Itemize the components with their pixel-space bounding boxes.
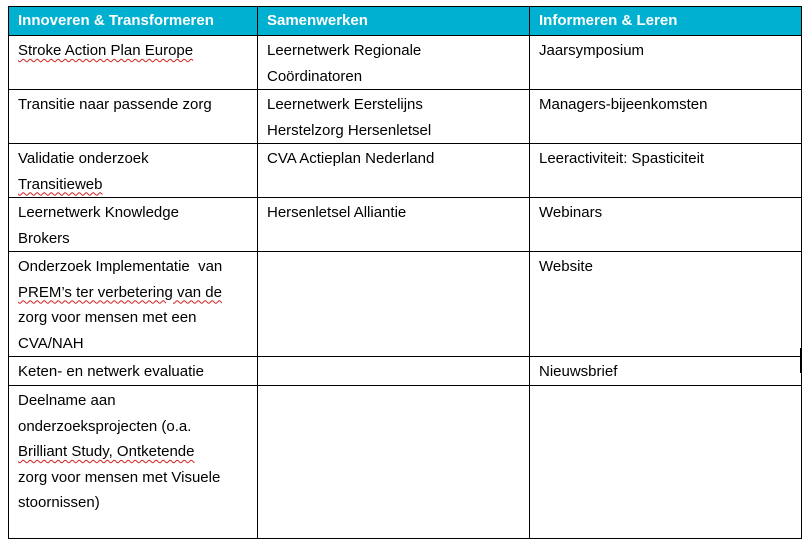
- cell-text: Webinars: [539, 204, 603, 221]
- cell-text: Nieuwsbrief: [539, 363, 618, 380]
- cell-text: Validatie onderzoek: [18, 150, 149, 167]
- header-row: [9, 7, 802, 36]
- cell-text: Transitie naar passende zorg: [18, 96, 212, 113]
- table-cell: [258, 198, 530, 252]
- cell-text: Hersenletsel Alliantie: [267, 204, 407, 221]
- cell-text: Transitieweb: [18, 175, 103, 193]
- row-end-marker: [800, 348, 801, 373]
- table-cell-empty: [258, 252, 530, 357]
- cell-text: Keten- en netwerk evaluatie: [18, 363, 204, 380]
- cell-text: Herstelzorg Hersenletsel: [267, 121, 432, 139]
- table-row: [9, 252, 802, 357]
- cell-text: onderzoeksprojecten (o.a.: [18, 417, 192, 435]
- cell-text: Jaarsymposium: [539, 42, 645, 59]
- cell-text: Stroke Action Plan Europe: [18, 42, 194, 59]
- cell-text: Leernetwerk Regionale: [267, 42, 422, 59]
- cell-text: zorg voor mensen met Visuele: [18, 468, 221, 486]
- cell-text: Leernetwerk Eerstelijns: [267, 96, 423, 113]
- table-row: [9, 144, 802, 198]
- table-cell-empty: [530, 386, 802, 539]
- cell-text: Managers-bijeenkomsten: [539, 96, 708, 113]
- table-cell: [530, 90, 802, 144]
- cell-text: Onderzoek Implementatie van: [18, 258, 223, 275]
- table-row: [9, 90, 802, 144]
- table-cell: [9, 252, 258, 357]
- cell-text: CVA/NAH: [18, 334, 84, 352]
- table-cell: [530, 36, 802, 90]
- header-informeren: Informeren & Leren: [530, 7, 802, 36]
- table-cell: [530, 144, 802, 198]
- activities-table: [8, 6, 802, 539]
- cell-text: Website: [539, 258, 593, 275]
- table-cell: [258, 144, 530, 198]
- table-cell: [9, 357, 258, 386]
- header-samenwerken: Samenwerken: [258, 7, 530, 36]
- cell-text: Brilliant Study, Ontketende: [18, 443, 195, 460]
- table-cell: [258, 36, 530, 90]
- table-cell: [530, 357, 802, 386]
- cell-text: Coördinatoren: [267, 67, 363, 85]
- table-cell: [9, 36, 258, 90]
- table-cell-empty: [258, 357, 530, 386]
- table-row: [9, 357, 802, 386]
- table-cell: [9, 386, 258, 539]
- table-row: [9, 36, 802, 90]
- table-row: [9, 386, 802, 539]
- cell-text: Leeractiviteit: Spasticiteit: [539, 150, 705, 167]
- table-cell: [530, 198, 802, 252]
- cell-text: Brokers: [18, 229, 70, 247]
- table-cell: [9, 198, 258, 252]
- cell-text: stoornissen): [18, 494, 100, 511]
- cell-text: PREM’s ter verbetering van de: [18, 283, 222, 301]
- cell-text: zorg voor mensen met een: [18, 309, 197, 326]
- table-cell: [258, 90, 530, 144]
- table-cell-empty: [258, 386, 530, 539]
- table-row: [9, 198, 802, 252]
- table-cell: [530, 252, 802, 357]
- table-cell: [9, 144, 258, 198]
- header-innoveren: Innoveren & Transformeren: [9, 7, 258, 36]
- table-cell: [9, 90, 258, 144]
- cell-text: CVA Actieplan Nederland: [267, 150, 435, 167]
- cell-text: Deelname aan: [18, 392, 116, 409]
- cell-text: Leernetwerk Knowledge: [18, 204, 179, 221]
